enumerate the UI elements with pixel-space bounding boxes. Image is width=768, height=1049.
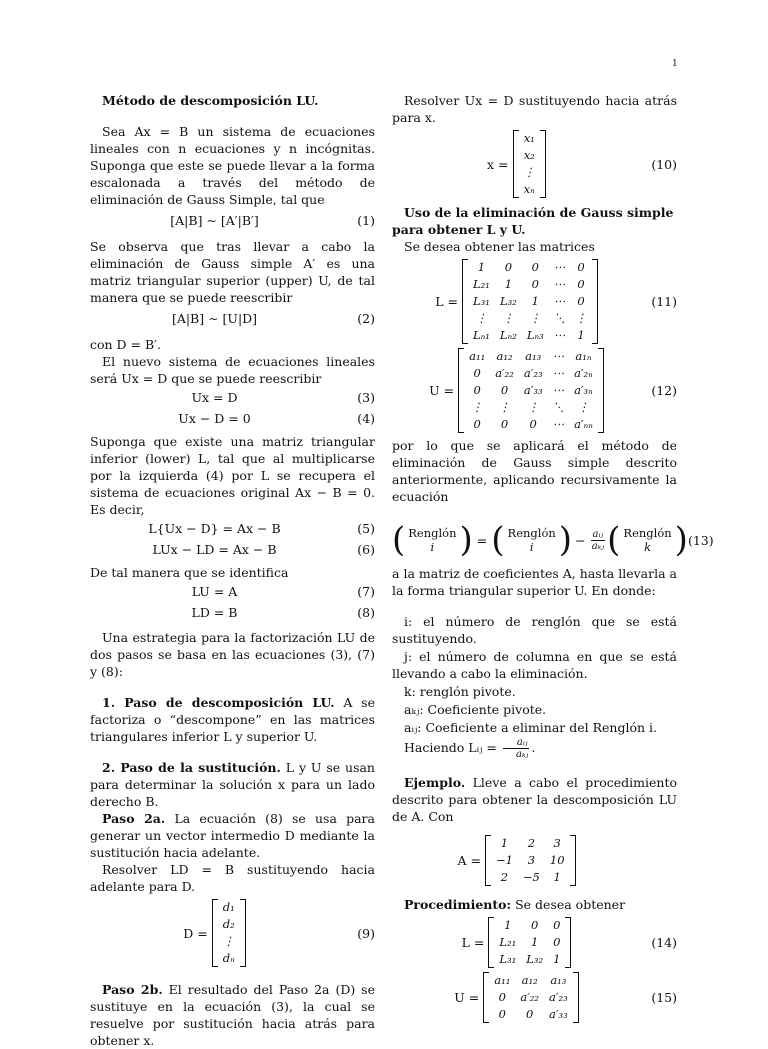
matrix-a-entry: 3 [527, 853, 536, 867]
vector-x-row [519, 164, 541, 181]
vector-x-entry: x₂ [523, 148, 535, 162]
matrix-a [485, 835, 576, 886]
vector-d-row [218, 950, 240, 967]
def-k: k: renglón pivote. [404, 684, 516, 699]
matrix-u-row [464, 382, 598, 399]
matrix-l-entry: 0 [577, 294, 585, 308]
matrix-u-entry: a′₂₃ [523, 366, 543, 380]
matrix-u3-entry: a′₂₂ [520, 990, 540, 1004]
matrix-u-entry: a₁₁ [469, 349, 486, 363]
step2-title: 2. Paso de la sustitución. [102, 760, 281, 775]
procedimiento-title: Procedimiento: [404, 897, 512, 912]
matrix-l-entry: 0 [577, 277, 585, 291]
resolver-ux: Resolver Ux = D sustituyendo hacia atrás para x. [392, 93, 677, 125]
uso-title: Uso de la eliminación de Gauss simple para obtener L y U. [392, 205, 674, 237]
matrix-u-entry: ⋯ [552, 383, 565, 397]
equation-3: Ux = D (3) [191, 390, 375, 405]
procedimiento-paragraph: Procedimiento: Se desea obtener [404, 897, 626, 912]
def-aij: aᵢⱼ: Coeficiente a eliminar del Renglón i. [404, 720, 657, 735]
matrix-l-entry: 1 [504, 277, 513, 291]
matrix-l-entry: 0 [531, 277, 539, 291]
matrix-u3-entry: a₁₂ [521, 973, 538, 987]
equation-15: U = a₁₁ a₁₂ a₁₃ 0 a′₂₂ a′₂₃ 0 0 a′₃₃ (15) [454, 973, 677, 1021]
matrix-l3-entry: 0 [553, 918, 561, 932]
matrix-l3-entry: 1 [530, 935, 539, 949]
vector-x-entry: xₙ [523, 182, 535, 196]
ejemplo-title: Ejemplo. [404, 775, 466, 790]
matrix-u3-entry: 0 [498, 990, 506, 1004]
matrix-l3-entry: L₂₁ [499, 935, 517, 949]
matrix-u-entry: a′₂ₙ [574, 366, 593, 380]
paragraph-new-system: El nuevo sistema de ecuaciones lineales será Ux = D que se puede reescribir [90, 354, 375, 386]
step1-paragraph: 1. Paso de descomposición LU. A se factoriza o “descompone” en las matrices triangulares inferior L y superior U. [90, 695, 375, 744]
matrix-u-row [464, 365, 598, 382]
matrix-l3 [488, 917, 571, 968]
right-column [392, 92, 714, 1027]
matrix-l-entry: Lₙ₂ [499, 328, 517, 342]
def-akj: aₖⱼ: Coeficiente pivote. [404, 702, 547, 717]
equation-12: U = a₁₁ a₁₂ a₁₃ ⋯ a₁ₙ 0 a′₂₂ a′₂₃ ⋯ a′₂ₙ 0 0 a′₃₃ ⋯ a′₃ₙ ⋮ ⋮ ⋮ ⋱ ⋮ 0 0 0 ⋯ a′ₙₙ (12) [429, 349, 677, 431]
equation-11: L = 1 0 0 ⋯ 0 L₂₁ 1 0 ⋯ 0 L₃₁ L₃₂ 1 ⋯ 0 ⋮ ⋮ ⋮ ⋱ ⋮ Lₙ₁ Lₙ₂ Lₙ₃ ⋯ 1 (11) [435, 260, 677, 342]
row-k: ( Renglón k ) [607, 520, 688, 560]
matrix-u-entry: 0 [473, 417, 481, 431]
matrix-u3-entry: a₁₁ [494, 973, 511, 987]
matrix-u-entry: 0 [500, 417, 509, 431]
matrix-a-row [491, 835, 570, 852]
vector-x-entry: ⋮ [523, 165, 535, 179]
matrix-l-entry: ⋱ [553, 311, 566, 325]
matrix-u-entry: a′₂₂ [495, 366, 514, 380]
vector-x [513, 130, 547, 198]
matrix-u-entry: ⋮ [577, 400, 590, 414]
matrix-u3-entry: a′₂₃ [549, 990, 568, 1004]
equation-13: ( Renglón i ) = ( Renglón i ) − $\frac{\text{aᵢⱼ}}{\text{aₖⱼ}}$ ( Renglón k ) (13) [392, 520, 714, 560]
matrix-u-entry: a′₃ₙ [574, 383, 593, 397]
matrix-l3-row [494, 951, 565, 968]
matrix-l-row [468, 259, 592, 276]
equation-1: [A|B] ∼ [A′|B′] (1) [170, 213, 375, 228]
equation-5: L{Ux − D} = Ax − B (5) [148, 521, 375, 536]
matrix-a-entry: 1 [500, 836, 509, 850]
paragraph-upper: Se observa que tras llevar a cabo la eliminación de Gauss simple A′ es una matriz triangular superior (upper) U, de tal manera que se puede reescribir [90, 239, 375, 305]
matrix-l3-entry: 1 [504, 918, 512, 932]
vector-x-row [519, 147, 541, 164]
matrix-u3-entry: 0 [526, 1007, 534, 1021]
equation-a: A = 1 2 3 −1 3 10 2 −5 1 [392, 835, 677, 886]
matrix-u-entry: a₁₂ [496, 349, 513, 363]
def-j: j: el número de columna en que se está llevando a cabo la eliminación. [392, 649, 677, 681]
matrix-u-entry: ⋮ [498, 400, 511, 414]
vector-x-row [519, 130, 541, 147]
matrix-u-entry: ⋯ [552, 349, 565, 363]
matrix-a-entry: 2 [527, 836, 536, 850]
equation-6: LUx − LD = Ax − B (6) [152, 542, 375, 557]
matrix-u-entry: a′ₙₙ [574, 417, 593, 431]
matrix-l-entry: ⋮ [529, 311, 542, 325]
matrix-u3-row [489, 972, 572, 989]
paragraph-strategy: Una estrategia para la factorización LU de dos pasos se basa en las ecuaciones (3), (7) y (8): [90, 630, 375, 679]
matrix-l3-entry: 0 [530, 918, 539, 932]
matrix-a-row [491, 869, 570, 886]
matrix-u-entry: a₁₃ [525, 349, 542, 363]
matrix-a-entry: −1 [495, 853, 513, 867]
equation-8: LD = B (8) [191, 605, 375, 620]
matrix-l-entry: ⋮ [575, 311, 587, 325]
matrix-l-entry: Lₙ₃ [526, 328, 544, 342]
matrix-u-row [464, 348, 598, 365]
matrix-u-entry: ⋯ [552, 366, 565, 380]
equation-4: Ux − D = 0 (4) [178, 411, 375, 426]
paragraph-identify: De tal manera que se identifica [90, 565, 289, 580]
matrix-u-entry: 0 [473, 366, 481, 380]
vector-d [212, 899, 246, 967]
paragraph-d-equals: con D = B′. [90, 337, 161, 352]
matrix-l-entry: ⋯ [553, 328, 566, 342]
matrix-l-entry: ⋯ [553, 260, 566, 274]
matrix-l-entry: ⋮ [475, 311, 488, 325]
matrix-l-entry: Lₙ₁ [472, 328, 490, 342]
matrix-u-entry: 0 [529, 417, 537, 431]
matrix-l-entry: ⋯ [553, 277, 566, 291]
section-title: Método de descomposición LU. [102, 93, 319, 108]
vector-d-row [218, 933, 240, 950]
matrix-l3-entry: 1 [553, 952, 561, 966]
fraction-aij-akj: $\frac{\text{aᵢⱼ}}{\text{aₖⱼ}}$ [591, 528, 604, 552]
matrix-a-row [491, 852, 570, 869]
vector-d-entry: ⋮ [222, 934, 235, 948]
equation-9: D = d₁ d₂ ⋮ dₙ (9) [183, 900, 375, 965]
matrix-l-entry: 1 [577, 328, 585, 342]
step1-title: 1. Paso de descomposición LU. [102, 695, 335, 710]
resolver-ld: Resolver LD = B sustituyendo hacia adelante para D. [90, 862, 375, 894]
vector-d-entry: dₙ [222, 951, 235, 965]
matrix-l-entry: 1 [531, 294, 539, 308]
uso-text: Se desea obtener las matrices [404, 239, 595, 254]
def-lij: Haciendo Lᵢⱼ = $\frac{\text{aᵢⱼ}}{\text{aₖⱼ}}$ . [404, 737, 536, 760]
matrix-u3 [483, 972, 578, 1023]
step2b-title: Paso 2b. [102, 982, 163, 997]
matrix-u3-entry: 0 [498, 1007, 506, 1021]
matrix-a-entry: 10 [549, 853, 565, 867]
matrix-l-entry: L₃₁ [473, 294, 490, 308]
matrix-u3-entry: a′₃₃ [549, 1007, 568, 1021]
left-column [90, 92, 375, 1049]
matrix-u-entry: a₁ₙ [575, 349, 592, 363]
definitions-list [392, 613, 677, 760]
matrix-l-entry: L₃₂ [499, 294, 517, 308]
matrix-u-entry: ⋱ [552, 400, 565, 414]
matrix-a-entry: 2 [500, 870, 509, 884]
matrix-u-entry: 0 [500, 383, 509, 397]
matrix-l-entry: L₂₁ [473, 277, 490, 291]
equation-7: LU = A (7) [191, 584, 375, 599]
matrix-l-row [468, 276, 592, 293]
matrix-l-row [468, 293, 592, 310]
paragraph-metodo: por lo que se aplicará el método de eliminación de Gauss simple descrito anteriormente, aplicando recursivamente la ecuación [392, 438, 677, 504]
matrix-u-entry: 0 [473, 383, 481, 397]
step2b-paragraph: Paso 2b. El resultado del Paso 2a (D) se sustituye en la ecuación (3), la cual se resuelve por sustitución hacia atrás para obtener x. [90, 982, 375, 1048]
matrix-l3-entry: 0 [553, 935, 561, 949]
paragraph-lower: Suponga que existe una matriz triangular inferior (lower) L, tal que al multiplicarse por la izquierda (4) por L se recupera el sistema de ecuaciones original Ax − B = 0. Es decir, [90, 434, 375, 517]
matrix-u-entry: ⋯ [552, 417, 565, 431]
page-number: 1 [672, 59, 678, 69]
matrix-l3-row [494, 917, 565, 934]
matrix-l3-row [494, 934, 565, 951]
matrix-l3-entry: L₃₂ [526, 952, 544, 966]
matrix-l-entry: ⋮ [502, 311, 515, 325]
vector-d-entry: d₂ [222, 917, 235, 931]
matrix-u [458, 348, 604, 433]
matrix-l-entry: 1 [477, 260, 486, 274]
matrix-l3-entry: L₃₁ [499, 952, 517, 966]
matrix-a-entry: 1 [553, 870, 561, 884]
step2-paragraph: 2. Paso de la sustitución. L y U se usan para determinar la solución x para un lado derecho B. [90, 760, 375, 809]
matrix-l [462, 259, 598, 344]
row-i-rhs: ( Renglón i ) [491, 520, 573, 560]
step2a-paragraph: Paso 2a. La ecuación (8) se usa para generar un vector intermedio D mediante la sustitución hacia adelante. [90, 811, 375, 860]
row-i-lhs: ( Renglón i ) [392, 520, 473, 560]
matrix-l-entry: 0 [531, 260, 539, 274]
matrix-u-row [464, 416, 598, 433]
matrix-l-row [468, 310, 592, 327]
vector-d-row [218, 916, 240, 933]
ejemplo-paragraph: Ejemplo. Lleve a cabo el procedimiento descrito para obtener la descomposición LU de A. Con [392, 775, 677, 824]
matrix-u-entry: a′₃₃ [523, 383, 543, 397]
matrix-u-row [464, 399, 598, 416]
matrix-l-row [468, 327, 592, 344]
matrix-u3-row [489, 1006, 572, 1023]
matrix-a-entry: −5 [522, 870, 540, 884]
matrix-u3-row [489, 989, 572, 1006]
def-i: i: el número de renglón que se está sustituyendo. [392, 614, 677, 646]
intro-paragraph: Sea Ax = B un sistema de ecuaciones lineales con n ecuaciones y n incógnitas. Suponga que este se puede llevar a la forma escalonada a través del método de eliminación de Gauss Simple, tal que [90, 124, 375, 207]
matrix-l-entry: 0 [577, 260, 585, 274]
equation-14: L = 1 0 0 L₂₁ 1 0 L₃₁ L₃₂ 1 (14) [461, 918, 677, 966]
equation-2: [A|B] ∼ [U|D] (2) [171, 311, 375, 326]
matrix-u-entry: ⋮ [471, 400, 483, 414]
matrix-a-entry: 3 [553, 836, 561, 850]
step2a-title: Paso 2a. [102, 811, 166, 826]
vector-d-row [218, 899, 240, 916]
vector-x-entry: x₁ [523, 131, 535, 145]
matrix-l-entry: 0 [504, 260, 513, 274]
paragraph-matriz: a la matriz de coeficientes A, hasta llevarla a la forma triangular superior U. En donde: [392, 566, 677, 598]
matrix-u-entry: ⋮ [527, 400, 539, 414]
vector-d-entry: d₁ [222, 900, 235, 914]
matrix-u3-entry: a₁₃ [550, 973, 567, 987]
vector-x-row [519, 181, 541, 198]
equation-10: x = x₁ x₂ ⋮ xₙ (10) [487, 131, 677, 196]
matrix-l-entry: ⋯ [553, 294, 566, 308]
